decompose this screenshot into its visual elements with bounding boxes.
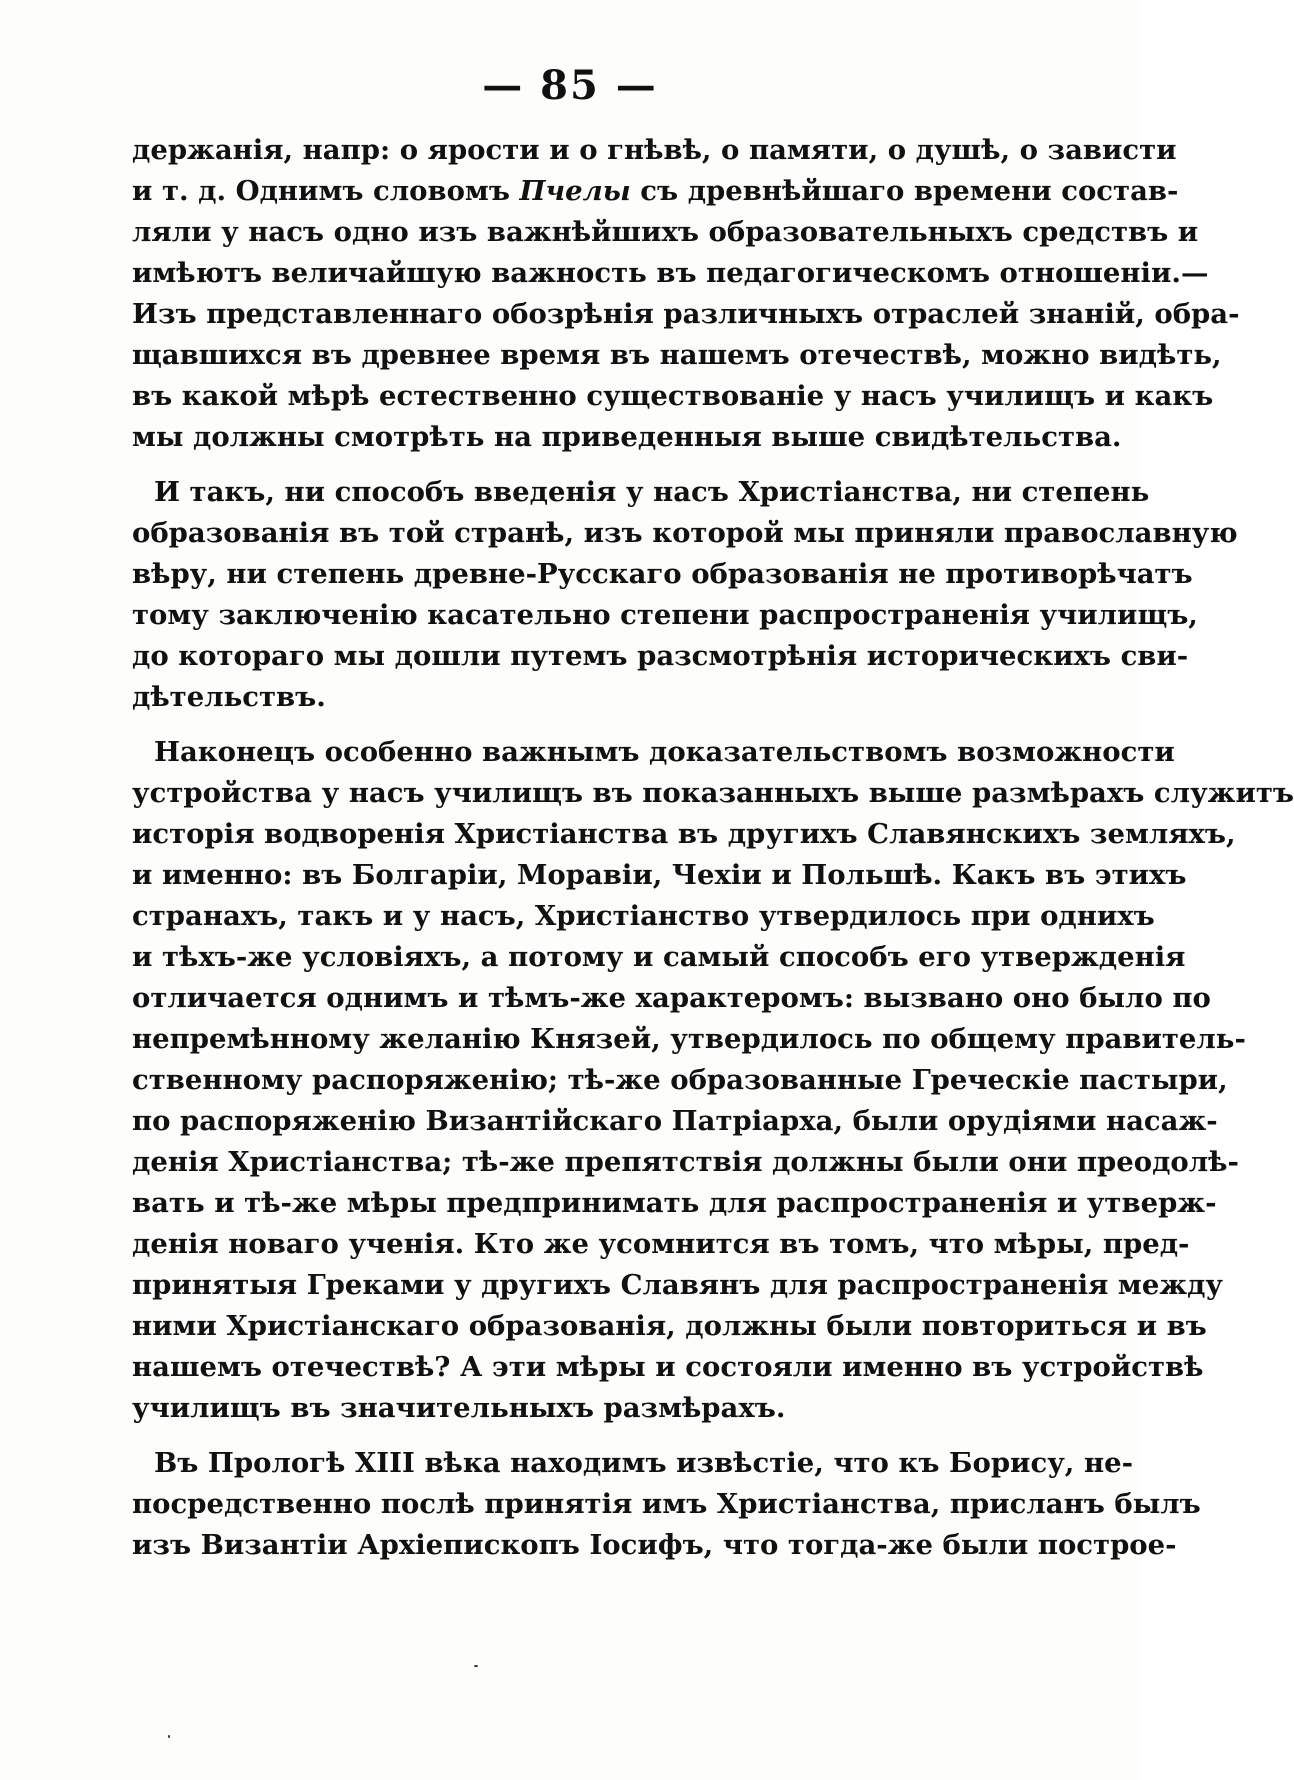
text-line: странахъ, такъ и у насъ, Христіанство утвердилось при однихъ: [132, 900, 1155, 932]
text-segment: съ древнѣйшаго времени состав-: [630, 175, 1179, 207]
paragraph-2: [132, 472, 1238, 718]
text-line: Въ Прологѣ XIII вѣка находимъ извѣстіе, что къ Борису, не-: [154, 1447, 1133, 1479]
text-line: принятыя Греками у другихъ Славянъ для распространенія между: [132, 1269, 1224, 1301]
text-line: изъ Византіи Архіепископъ Іосифъ, что тогда-же были построе-: [132, 1529, 1177, 1561]
italic-title-pchely: Пчелы: [519, 175, 631, 207]
text-line: ляли у насъ одно изъ важнѣйшихъ образовательныхъ средствъ и: [132, 216, 1199, 248]
text-line: отличается однимъ и тѣмъ-же характеромъ: вызвано оно было по: [132, 982, 1211, 1014]
paragraph-3: [132, 732, 1294, 1429]
text-line: училищъ въ значительныхъ размѣрахъ.: [132, 1392, 786, 1424]
paragraph-1: [132, 130, 1240, 458]
text-line: Наконецъ особенно важнымъ доказательствомъ возможности: [154, 736, 1175, 768]
text-line: и именно: въ Болгаріи, Моравіи, Чехіи и Польшѣ. Какъ въ этихъ: [132, 859, 1187, 891]
text-line: дѣтельствъ.: [132, 681, 326, 713]
text-line: ственному распоряженію; тѣ-же образованные Греческіе пастыри,: [132, 1064, 1228, 1096]
text-line: держанія, напр: о ярости и о гнѣвѣ, о памяти, о душѣ, о зависти: [132, 134, 1177, 166]
text-line: устройства у насъ училищъ въ показанныхъ выше размѣрахъ служитъ: [132, 777, 1294, 809]
text-line: Изъ представленнаго обозрѣнія различныхъ отраслей знаній, обра-: [132, 298, 1240, 330]
text-line: имѣютъ величайшую важность въ педагогическомъ отношеніи.—: [132, 257, 1209, 289]
text-line: щавшихся въ древнее время въ нашемъ отечествѣ, можно видѣть,: [132, 339, 1222, 371]
text-line: до котораго мы дошли путемъ разсмотрѣнія историческихъ сви-: [132, 640, 1189, 672]
page-number: — 85 —: [482, 62, 658, 109]
text-line: посредственно послѣ принятія имъ Христіанства, присланъ былъ: [132, 1488, 1201, 1520]
text-line: тому заключенію касательно степени распространенія училищъ,: [132, 599, 1198, 631]
text-line: нашемъ отечествѣ? А эти мѣры и состояли именно въ устройствѣ: [132, 1351, 1204, 1383]
text-line: исторія водворенія Христіанства въ другихъ Славянскихъ земляхъ,: [132, 818, 1236, 850]
text-line: И такъ, ни способъ введенія у насъ Христіанства, ни степень: [154, 476, 1150, 508]
paragraph-4: [132, 1443, 1201, 1566]
text-line: и тѣхъ-же условіяхъ, а потому и самый способъ его утвержденія: [132, 941, 1186, 973]
scan-speck: [474, 1665, 478, 1667]
text-line: мы должны смотрѣть на приведенныя выше свидѣтельства.: [132, 421, 1122, 453]
text-line: [132, 171, 1179, 212]
text-line: денія новаго ученія. Кто же усомнится въ томъ, что мѣры, пред-: [132, 1228, 1190, 1260]
text-line: вать и тѣ-же мѣры предпринимать для распространенія и утверж-: [132, 1187, 1217, 1219]
text-line: вѣру, ни степень древне-Русскаго образованія не противорѣчатъ: [132, 558, 1193, 590]
text-line: непремѣнному желанію Князей, утвердилось по общему правитель-: [132, 1023, 1246, 1055]
text-line: въ какой мѣрѣ естественно существованіе у насъ училищъ и какъ: [132, 380, 1214, 412]
scan-speck: [168, 1735, 170, 1738]
text-line: денія Христіанства; тѣ-же препятствія должны были они преодолѣ-: [132, 1146, 1239, 1178]
text-line: ними Христіанскаго образованія, должны были повториться и въ: [132, 1310, 1207, 1342]
body-text: [132, 130, 1294, 1566]
text-line: образованія въ той странѣ, изъ которой мы приняли православную: [132, 517, 1238, 549]
text-line: по распоряженію Византійскаго Патріарха, были орудіями насаж-: [132, 1105, 1218, 1137]
text-segment: и т. д. Однимъ словомъ: [132, 175, 520, 207]
